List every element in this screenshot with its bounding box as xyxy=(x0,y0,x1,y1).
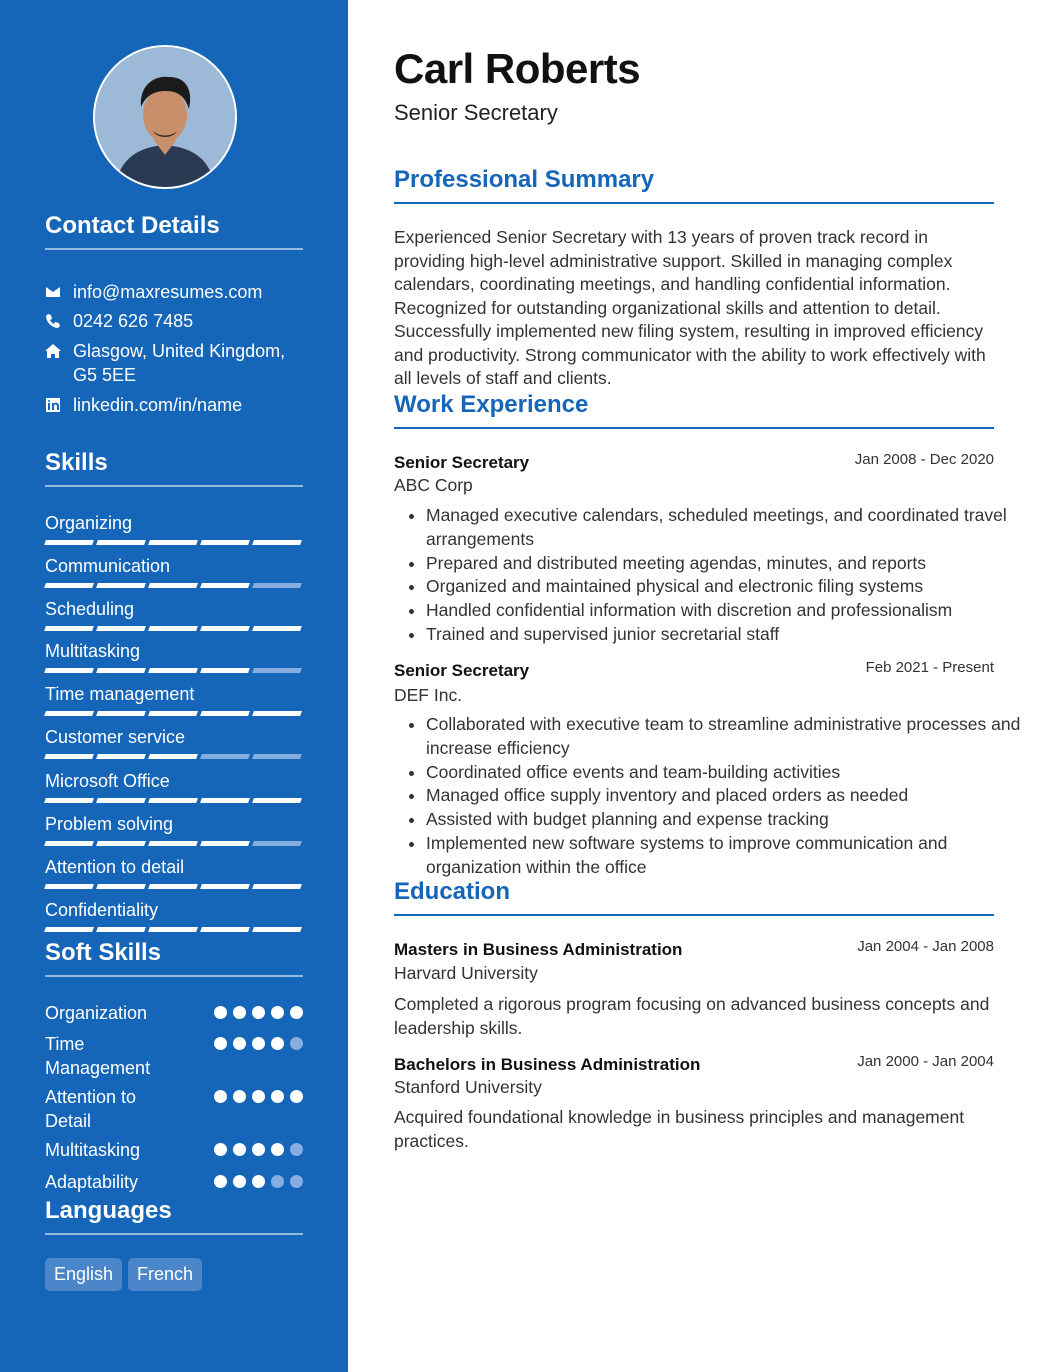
skill-name: Time management xyxy=(45,684,195,704)
candidate-name: Carl Roberts xyxy=(394,45,641,92)
rating-segment xyxy=(96,668,146,673)
rating-segment xyxy=(148,668,198,673)
rating-segment xyxy=(96,583,146,588)
skill-rating-bar xyxy=(45,884,303,889)
rating-segment xyxy=(200,626,250,631)
skill-name: Communication xyxy=(45,556,171,576)
rating-segment xyxy=(44,927,94,932)
rating-segment xyxy=(200,711,250,716)
skill-rating-bar xyxy=(45,841,303,846)
rating-segment xyxy=(200,540,250,545)
candidate-title: Senior Secretary xyxy=(394,100,558,125)
skill-item xyxy=(45,640,303,673)
linkedin-icon xyxy=(45,393,73,417)
contact-address xyxy=(45,339,303,387)
list-item: • Organized and maintained physical and electronic filing systems xyxy=(426,575,1026,599)
soft-skill-rating xyxy=(214,1170,303,1194)
rating-dot xyxy=(271,1037,284,1050)
skill-item xyxy=(45,683,303,716)
skill-name: Customer service xyxy=(45,727,186,747)
rating-dot xyxy=(252,1143,265,1156)
rating-segment xyxy=(200,798,250,803)
languages-list xyxy=(45,1258,202,1291)
rating-segment xyxy=(148,626,198,631)
rating-segment xyxy=(148,540,198,545)
skill-rating-bar xyxy=(45,798,303,803)
rating-dot xyxy=(233,1175,246,1188)
sidebar xyxy=(0,0,348,1372)
rating-segment xyxy=(200,884,250,889)
rating-segment xyxy=(44,540,94,545)
rating-segment xyxy=(44,626,94,631)
list-item: • Managed executive calendars, scheduled meetings, and coordinated travel arrangements xyxy=(426,504,1026,552)
skill-item xyxy=(45,899,303,932)
skill-name: Scheduling xyxy=(45,599,135,619)
rating-segment xyxy=(96,798,146,803)
skill-name: Problem solving xyxy=(45,814,174,834)
list-item: • Handled confidential information with discretion and professionalism xyxy=(426,599,1026,623)
rating-dot xyxy=(271,1175,284,1188)
rating-dot xyxy=(233,1090,246,1103)
envelope-icon xyxy=(45,280,73,304)
job-title: Senior Secretary xyxy=(394,453,530,472)
rating-segment xyxy=(148,711,198,716)
list-item: • Coordinated office events and team-building activities xyxy=(426,761,1026,785)
rating-segment xyxy=(252,711,302,716)
job-dates: Feb 2021 - Present xyxy=(865,659,994,676)
rating-dot xyxy=(271,1006,284,1019)
rating-segment xyxy=(96,711,146,716)
language-tag: French xyxy=(128,1258,202,1291)
skill-name: Multitasking xyxy=(45,641,141,661)
rating-segment xyxy=(96,754,146,759)
skill-item xyxy=(45,813,303,846)
languages-heading: Languages xyxy=(45,1197,303,1235)
degree-title: Masters in Business Administration xyxy=(394,940,683,959)
rating-segment xyxy=(252,841,302,846)
soft-skills-heading: Soft Skills xyxy=(45,939,303,977)
rating-segment xyxy=(148,798,198,803)
rating-segment xyxy=(148,927,198,932)
rating-segment xyxy=(252,798,302,803)
phone-text: 0242 626 7485 xyxy=(73,311,194,331)
skill-rating-bar xyxy=(45,927,303,932)
job-title: Senior Secretary xyxy=(394,661,530,680)
skill-item xyxy=(45,512,303,545)
contact-heading: Contact Details xyxy=(45,212,303,250)
skill-name: Microsoft Office xyxy=(45,771,170,791)
soft-skill-item xyxy=(45,1138,303,1162)
experience-heading: Work Experience xyxy=(394,391,994,429)
education-description: Completed a rigorous program focusing on advanced business concepts and leadership skills. xyxy=(394,994,990,1038)
school-name: Harvard University xyxy=(394,963,538,983)
job-company: ABC Corp xyxy=(394,475,473,495)
rating-dot xyxy=(233,1006,246,1019)
degree-title: Bachelors in Business Administration xyxy=(394,1055,701,1074)
soft-skill-rating xyxy=(214,1032,303,1080)
rating-dot xyxy=(290,1037,303,1050)
summary-heading: Professional Summary xyxy=(394,166,994,204)
rating-dot xyxy=(271,1143,284,1156)
skill-item xyxy=(45,770,303,803)
contact-linkedin[interactable] xyxy=(45,393,303,417)
skill-name: Confidentiality xyxy=(45,900,159,920)
rating-dot xyxy=(271,1090,284,1103)
skill-rating-bar xyxy=(45,540,303,545)
email-text: info@maxresumes.com xyxy=(73,282,263,302)
rating-segment xyxy=(96,927,146,932)
person-photo-icon xyxy=(95,47,235,187)
skill-rating-bar xyxy=(45,754,303,759)
rating-segment xyxy=(200,754,250,759)
rating-dot xyxy=(290,1090,303,1103)
rating-dot xyxy=(252,1006,265,1019)
soft-skill-item xyxy=(45,1001,303,1025)
job-bullets xyxy=(394,713,1026,880)
soft-skill-name: Adaptability xyxy=(45,1172,139,1192)
rating-segment xyxy=(44,583,94,588)
soft-skill-rating xyxy=(214,1001,303,1025)
soft-skill-name: Multitasking xyxy=(45,1140,141,1160)
rating-segment xyxy=(252,626,302,631)
list-item: • Collaborated with executive team to streamline administrative processes and increase efficiency xyxy=(426,713,1026,761)
soft-skill-item xyxy=(45,1085,303,1133)
skill-item xyxy=(45,598,303,631)
rating-dot xyxy=(252,1090,265,1103)
soft-skill-rating xyxy=(214,1085,303,1133)
home-icon xyxy=(45,339,73,387)
rating-segment xyxy=(44,841,94,846)
rating-dot xyxy=(233,1143,246,1156)
rating-dot xyxy=(214,1090,227,1103)
rating-dot xyxy=(252,1175,265,1188)
rating-segment xyxy=(96,884,146,889)
list-item: • Managed office supply inventory and placed orders as needed xyxy=(426,784,1026,808)
language-tag: English xyxy=(45,1258,122,1291)
rating-dot xyxy=(214,1006,227,1019)
education-heading: Education xyxy=(394,878,994,916)
skill-rating-bar xyxy=(45,711,303,716)
list-item: • Assisted with budget planning and expense tracking xyxy=(426,808,1026,832)
rating-segment xyxy=(148,841,198,846)
avatar xyxy=(93,45,237,189)
contact-email[interactable] xyxy=(45,280,303,304)
list-item: • Trained and supervised junior secretarial staff xyxy=(426,623,1026,647)
rating-segment xyxy=(96,841,146,846)
rating-dot xyxy=(214,1175,227,1188)
education-description: Acquired foundational knowledge in business principles and management practices. xyxy=(394,1107,965,1151)
rating-segment xyxy=(252,668,302,673)
skill-rating-bar xyxy=(45,583,303,588)
rating-segment xyxy=(200,927,250,932)
skills-heading: Skills xyxy=(45,449,303,487)
rating-segment xyxy=(44,668,94,673)
rating-segment xyxy=(148,884,198,889)
skill-rating-bar xyxy=(45,626,303,631)
job-company: DEF Inc. xyxy=(394,685,463,705)
rating-dot xyxy=(214,1143,227,1156)
rating-segment xyxy=(44,884,94,889)
rating-segment xyxy=(252,884,302,889)
contact-phone[interactable] xyxy=(45,309,303,333)
rating-dot xyxy=(290,1006,303,1019)
rating-segment xyxy=(200,841,250,846)
soft-skill-item xyxy=(45,1032,303,1080)
rating-segment xyxy=(252,540,302,545)
list-item: • Prepared and distributed meeting agendas, minutes, and reports xyxy=(426,552,1026,576)
rating-segment xyxy=(252,754,302,759)
soft-skill-name: Attention to Detail xyxy=(45,1087,137,1131)
address-text: Glasgow, United Kingdom, G5 5EE xyxy=(73,341,286,385)
skill-rating-bar xyxy=(45,668,303,673)
soft-skill-name: Time Management xyxy=(45,1034,151,1078)
rating-segment xyxy=(44,711,94,716)
soft-skill-rating xyxy=(214,1138,303,1162)
rating-dot xyxy=(290,1143,303,1156)
school-name: Stanford University xyxy=(394,1077,542,1097)
rating-segment xyxy=(96,540,146,545)
rating-segment xyxy=(44,754,94,759)
phone-icon xyxy=(45,309,73,333)
skill-item xyxy=(45,555,303,588)
rating-segment xyxy=(148,583,198,588)
rating-segment xyxy=(200,583,250,588)
soft-skill-item xyxy=(45,1170,303,1194)
skill-item xyxy=(45,726,303,759)
rating-segment xyxy=(96,626,146,631)
rating-segment xyxy=(44,798,94,803)
rating-segment xyxy=(252,583,302,588)
linkedin-text: linkedin.com/in/name xyxy=(73,395,243,415)
rating-segment xyxy=(148,754,198,759)
skill-item xyxy=(45,856,303,889)
rating-segment xyxy=(200,668,250,673)
education-dates: Jan 2000 - Jan 2004 xyxy=(857,1053,994,1070)
rating-dot xyxy=(252,1037,265,1050)
list-item: • Implemented new software systems to improve communication and organization within the office xyxy=(426,832,1026,880)
skill-name: Organizing xyxy=(45,513,133,533)
soft-skill-name: Organization xyxy=(45,1003,148,1023)
education-dates: Jan 2004 - Jan 2008 xyxy=(857,938,994,955)
rating-segment xyxy=(252,927,302,932)
job-bullets xyxy=(394,504,1026,647)
rating-dot xyxy=(290,1175,303,1188)
job-dates: Jan 2008 - Dec 2020 xyxy=(854,451,994,468)
skill-name: Attention to detail xyxy=(45,857,185,877)
rating-dot xyxy=(214,1037,227,1050)
summary-text: Experienced Senior Secretary with 13 years of proven track record in providing high-level administrative support. Skilled in managing complex calendars, coordinating meetings, and handling confidential information. Recognized for outstanding organizational skills and attention to detail. Successfully implemented new filing system, resulting in improved efficiency and productivity. Strong communicator with the ability to work effectively with all levels of staff and clients. xyxy=(394,227,986,388)
rating-dot xyxy=(233,1037,246,1050)
